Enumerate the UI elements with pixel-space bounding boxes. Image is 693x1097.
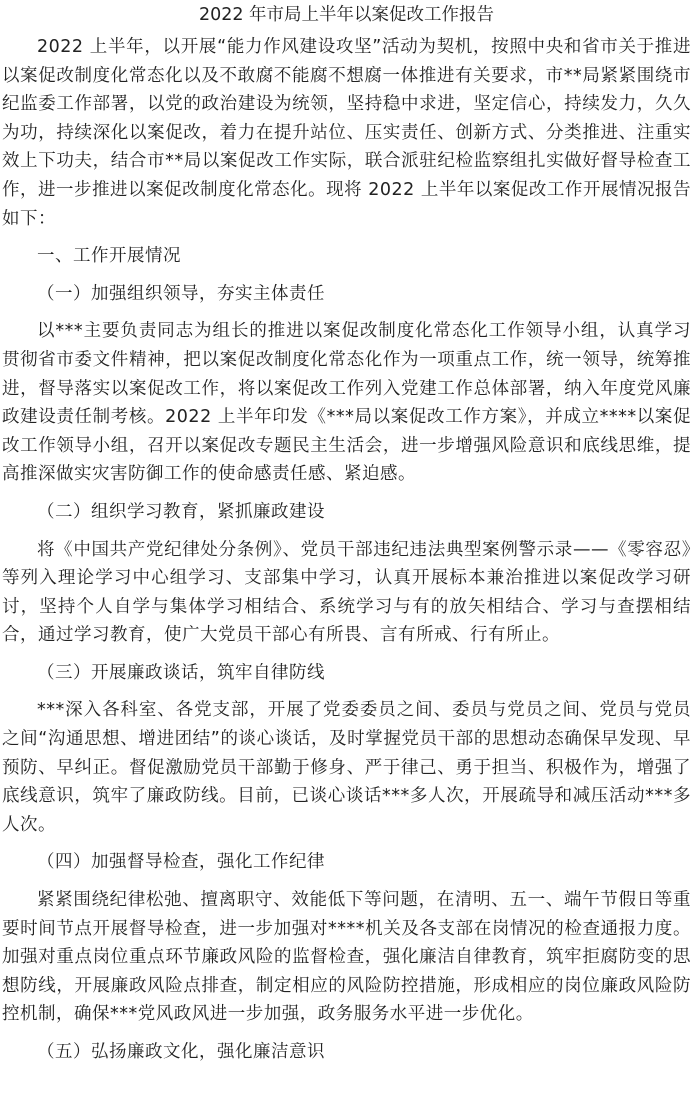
subsection-heading-4: （四）加强督导检查，强化工作纪律 <box>37 852 325 873</box>
subsection-paragraph-2: 将《中国共产党纪律处分条例》、党员干部违纪违法典型案例警示录——《零容忍》等列入理论学习中心组学习、支部集中学习，认真开展标本兼治推进以案促改学习研讨，坚持个人自学与集体学习相结合、系统学习与有的放矢相结合、学习与查摆相结合，通过学习教育，使广大党员干部心有所畏、言有所戒、行有所止。 <box>2 539 691 646</box>
subsection-heading-5: （五）弘扬廉政文化，强化廉洁意识 <box>37 1042 325 1062</box>
subsection-heading-3: （三）开展廉政谈话，筑牢自律防线 <box>37 662 325 683</box>
subsection-paragraph-4: 紧紧围绕纪律松弛、擅离职守、效能低下等问题，在清明、五一、端午节假日等重要时间节点开展督导检查，进一步加强对****机关及各支部在岗情况的检查通报力度。加强对重点岗位重点环节廉政风险的监督检查，强化廉洁自律教育，筑牢拒腐防变的思想防线，开展廉政风险点排查，制定相应的风险防控措施，形成相应的岗位廉政风险防控机制，确保***党风政风进一步加强，政务服务水平进一步优化。 <box>2 890 691 1025</box>
subsection-heading-2: （二）组织学习教育，紧抓廉政建设 <box>37 501 325 522</box>
report-document <box>2 0 691 1067</box>
section-heading-work-status: 一、工作开展情况 <box>37 246 181 267</box>
subsection-paragraph-3: ***深入各科室、各党支部，开展了党委委员之间、委员与党员之间、党员与党员之间“沟通思想、增进团结”的谈心谈话，及时掌握党员干部的思想动态确保早发现、早预防、早纠正。督促激励党员干部勤于修身、严于律己、勇于担当、积极作为，增强了底线意识，筑牢了廉政防线。目前，已谈心谈话***多人次，开展疏导和减压活动***多人次。 <box>2 700 691 835</box>
document-title: 2022 年市局上半年以案促改工作报告 <box>198 5 495 25</box>
subsection-heading-1: （一）加强组织领导，夯实主体责任 <box>37 283 325 304</box>
intro-paragraph: 2022 上半年，以开展“能力作风建设攻坚”活动为契机，按照中央和省市关于推进以案促改制度化常态化以及不敢腐不能腐不想腐一体推进有关要求，市**局紧紧围绕市纪监委工作部署，以党的政治建设为统领，坚持稳中求进，坚定信心，持续发力，久久为功，持续深化以案促改，着力在提升站位、压实责任、创新方式、分类推进、注重实效上下功夫，结合市**局以案促改工作实际，联合派驻纪检监察组扎实做好督导检查工作，进一步推进以案促改制度化常态化。现将 2022 上半年以案促改工作开展情况报告如下： <box>2 37 691 229</box>
subsection-paragraph-1: 以***主要负责同志为组长的推进以案促改制度化常态化工作领导小组，认真学习贯彻省市委文件精神，把以案促改制度化常态化作为一项重点工作，统一领导，统筹推进，督导落实以案促改工作，将以案促改工作列入党建工作总体部署，纳入年度党风廉政建设责任制考核。2022 上半年印发《***局以案促改工作方案》，并成立****以案促改工作领导小组，召开以案促改专题民主生活会，进一步增强风险意识和底线思维，提高推深做实灾害防御工作的使命感责任感、紧迫感。 <box>2 321 691 485</box>
